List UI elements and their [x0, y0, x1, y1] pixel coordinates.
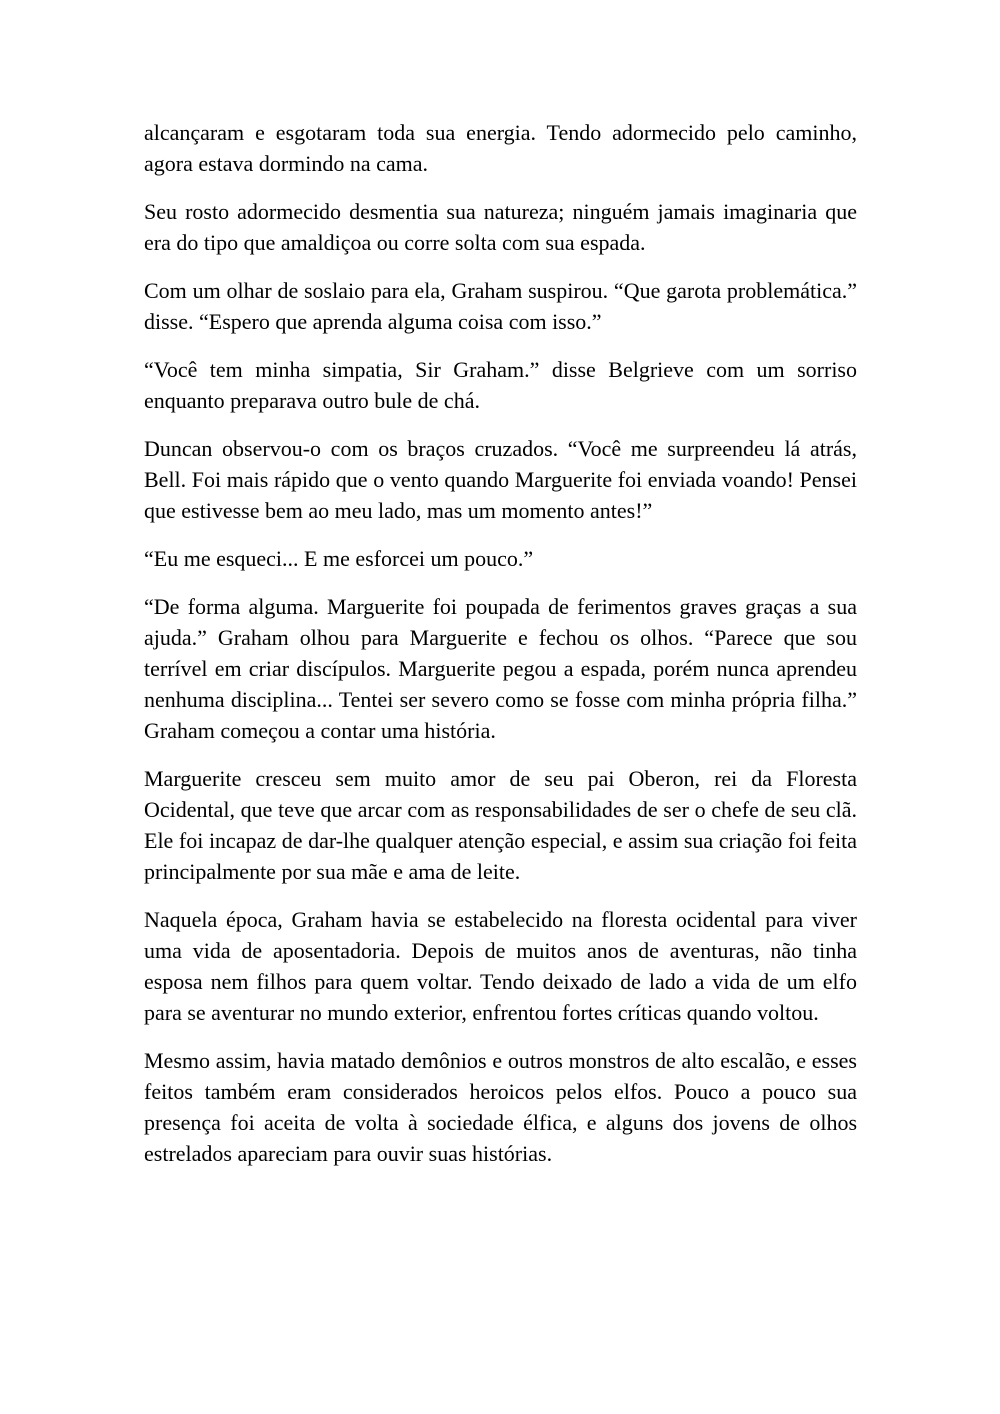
paragraph-10: Mesmo assim, havia matado demônios e outros monstros de alto escalão, e esses feitos também eram considerados heroicos pelos elfos. Pouco a pouco sua presença foi aceita de volta à sociedade élfica, e alguns dos jovens de olhos estrelados apareciam para ouvir suas histórias.: [144, 1048, 857, 1166]
paragraph-7: “De forma alguma. Marguerite foi poupada de ferimentos graves graças a sua ajuda.” Graham olhou para Marguerite e fechou os olhos. “Parece que sou terrível em criar discípulos. Marguerite pegou a espada, porém nunca aprendeu nenhuma disciplina... Tentei ser severo como se fosse com minha própria filha.” Graham começou a contar uma história.: [144, 594, 857, 743]
paragraph-9: Naquela época, Graham havia se estabelecido na floresta ocidental para viver uma vida de aposentadoria. Depois de muitos anos de aventuras, não tinha esposa nem filhos para quem voltar. Tendo deixado de lado a vida de um elfo para se aventurar no mundo exterior, enfrentou fortes críticas quando voltou.: [144, 907, 857, 1025]
paragraph-4: “Você tem minha simpatia, Sir Graham.” disse Belgrieve com um sorriso enquanto preparava outro bule de chá.: [144, 357, 857, 413]
paragraph-5: Duncan observou-o com os braços cruzados. “Você me surpreendeu lá atrás, Bell. Foi mais rápido que o vento quando Marguerite foi enviada voando! Pensei que estivesse bem ao meu lado, mas um momento antes!”: [144, 436, 857, 523]
paragraph-3: Com um olhar de soslaio para ela, Graham suspirou. “Que garota problemática.” disse. “Espero que aprenda alguma coisa com isso.”: [144, 278, 857, 334]
paragraph-2: Seu rosto adormecido desmentia sua natureza; ninguém jamais imaginaria que era do tipo que amaldiçoa ou corre solta com sua espada.: [144, 199, 857, 255]
paragraph-8: Marguerite cresceu sem muito amor de seu pai Oberon, rei da Floresta Ocidental, que teve que arcar com as responsabilidades de ser o chefe de seu clã. Ele foi incapaz de dar-lhe qualquer atenção especial, e assim sua criação foi feita principalmente por sua mãe e ama de leite.: [144, 766, 857, 884]
paragraph-1: alcançaram e esgotaram toda sua energia. Tendo adormecido pelo caminho, agora estava dormindo na cama.: [144, 120, 857, 176]
body-text: [144, 117, 857, 1169]
paragraph-6: “Eu me esqueci... E me esforcei um pouco.”: [144, 546, 534, 571]
